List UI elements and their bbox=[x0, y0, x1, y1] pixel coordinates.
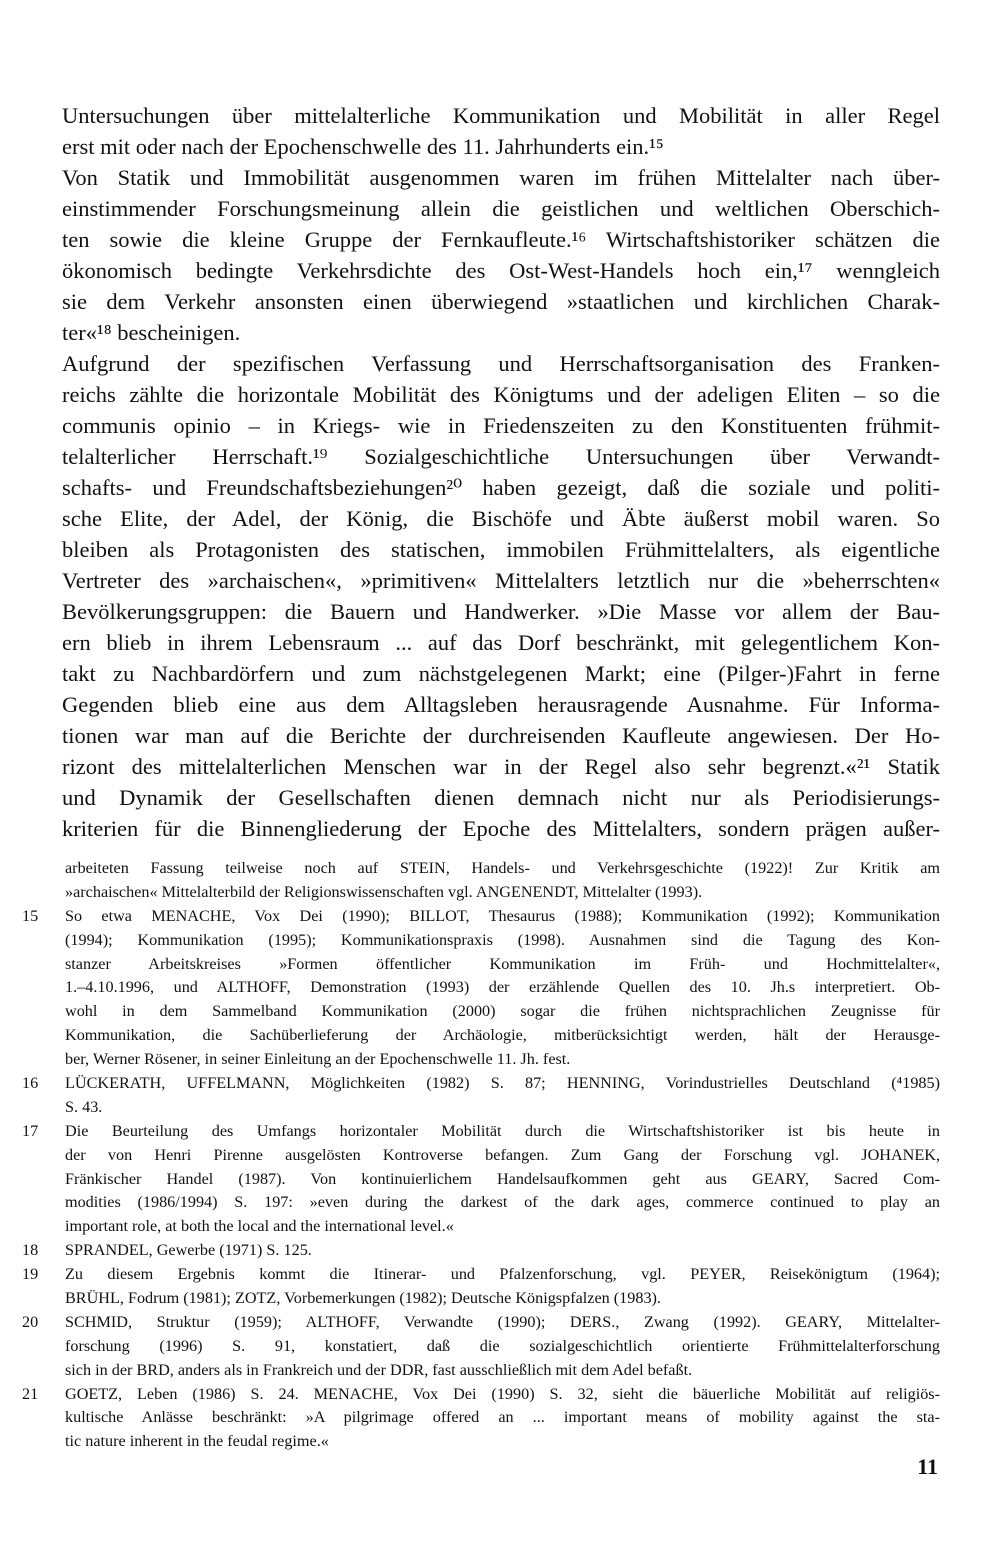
footnote-number bbox=[22, 1406, 65, 1430]
footnote-text: wohl in dem Sammelband Kommunikation (2000) sogar die frühen nichtsprachlichen Zeugnisse für bbox=[65, 1002, 940, 1021]
footnote-line bbox=[22, 1120, 940, 1144]
footnote-number bbox=[22, 1024, 65, 1048]
footnote-line bbox=[22, 1144, 940, 1168]
footnote-number bbox=[22, 1287, 65, 1311]
footnote-line bbox=[22, 881, 940, 905]
footnote-line bbox=[22, 1000, 940, 1024]
body-line: ter«¹⁸ bescheinigen. bbox=[62, 320, 241, 345]
footnote-text: SCHMID, Struktur (1959); ALTHOFF, Verwandte (1990); DERS., Zwang (1992). GEARY, Mittelalter- bbox=[65, 1312, 940, 1331]
footnote-line bbox=[22, 1430, 940, 1454]
footnote-number bbox=[22, 1144, 65, 1168]
body-line: Untersuchungen über mittelalterliche Kommunikation und Mobilität in aller Regel bbox=[62, 103, 940, 128]
footnote-number bbox=[22, 1048, 65, 1072]
footnote-text: So etwa MENACHE, Vox Dei (1990); BILLOT, Thesaurus (1988); Kommunikation (1992); Kommunikation bbox=[65, 906, 940, 925]
footnote-line bbox=[22, 1024, 940, 1048]
footnote-number bbox=[22, 1168, 65, 1192]
footnote-text: Die Beurteilung des Umfangs horizontaler Mobilität durch die Wirtschaftshistoriker ist bis heute in bbox=[65, 1121, 940, 1140]
body-line: schafts- und Freundschaftsbeziehungen²⁰ haben gezeigt, daß die soziale und politi- bbox=[62, 475, 940, 500]
footnote-number: 19 bbox=[22, 1265, 39, 1284]
footnote-text: Fränkischer Handel (1987). Von kontinuierlichem Handelsaufkommen geht aus GEARY, Sacred Com- bbox=[65, 1169, 940, 1188]
body-line: telalterlicher Herrschaft.¹⁹ Sozialgeschichtliche Untersuchungen über Verwandt- bbox=[62, 444, 940, 469]
footnote-line bbox=[22, 857, 940, 881]
footnote-line bbox=[22, 1215, 940, 1239]
body-line: bleiben als Protagonisten des statischen, immobilen Frühmittelalters, als eigentliche bbox=[62, 537, 940, 562]
footnote-line bbox=[22, 1048, 940, 1072]
footnote-line bbox=[22, 905, 940, 929]
footnote-text: important role, at both the local and the international level.« bbox=[65, 1217, 454, 1236]
footnote-line bbox=[22, 1359, 940, 1383]
footnote-number bbox=[22, 857, 65, 881]
body-line: reichs zählte die horizontale Mobilität des Königtums und der adeligen Eliten – so die bbox=[62, 382, 940, 407]
footnote-number bbox=[22, 881, 65, 905]
main-text bbox=[62, 100, 940, 844]
footnotes bbox=[22, 857, 940, 1454]
footnote-text: modities (1986/1994) S. 197: »even during the darkest of the dark ages, commerce continued to play an bbox=[65, 1193, 940, 1212]
footnote-number bbox=[22, 1000, 65, 1024]
footnote-text: forschung (1996) S. 91, konstatiert, daß die sozialgeschichtlich orientierte Frühmittelalterforschung bbox=[65, 1336, 940, 1355]
footnote-line bbox=[22, 1287, 940, 1311]
footnote-line bbox=[22, 1263, 940, 1287]
body-line: erst mit oder nach der Epochenschwelle des 11. Jahrhunderts ein.¹⁵ bbox=[62, 134, 664, 159]
footnote-line bbox=[22, 929, 940, 953]
footnote-number bbox=[22, 1096, 65, 1120]
body-line: einstimmender Forschungsmeinung allein die geistlichen und weltlichen Oberschich- bbox=[62, 196, 940, 221]
footnote-number bbox=[22, 1359, 65, 1383]
footnote-number: 16 bbox=[22, 1074, 39, 1093]
footnote-line bbox=[22, 1311, 940, 1335]
footnote-text: »archaischen« Mittelalterbild der Religionswissenschaften vgl. ANGENENDT, Mittelalter (1993). bbox=[65, 882, 703, 901]
footnote-text: sich in der BRD, anders als in Frankreich und der DDR, fast ausschließlich mit dem Adel befaßt. bbox=[65, 1360, 693, 1379]
footnote-text: arbeiteten Fassung teilweise noch auf STEIN, Handels- und Verkehrsgeschichte (1922)! Zur Kritik am bbox=[65, 859, 940, 877]
footnote-line bbox=[22, 953, 940, 977]
body-line: tionen war man auf die Berichte der durchreisenden Kaufleute angewiesen. Der Ho- bbox=[62, 723, 940, 748]
body-line: Bevölkerungsgruppen: die Bauern und Handwerker. »Die Masse vor allem der Bau- bbox=[62, 599, 940, 624]
footnote-number bbox=[22, 976, 65, 1000]
footnote-text: GOETZ, Leben (1986) S. 24. MENACHE, Vox Dei (1990) S. 32, sieht die bäuerliche Mobilität auf religiös- bbox=[65, 1384, 940, 1403]
footnote-text: LÜCKERATH, UFFELMANN, Möglichkeiten (1982) S. 87; HENNING, Vorindustrielles Deutschland (⁴1985) bbox=[65, 1074, 940, 1093]
footnote-line bbox=[22, 1072, 940, 1096]
footnote-line bbox=[22, 1383, 940, 1407]
footnote-number: 17 bbox=[22, 1121, 39, 1140]
body-line: Von Statik und Immobilität ausgenommen waren im frühen Mittelalter nach über- bbox=[62, 165, 940, 190]
footnote-number: 18 bbox=[22, 1241, 39, 1260]
footnote-text: 1.–4.10.1996, und ALTHOFF, Demonstration (1993) der erzählende Quellen des 10. Jh.s interpretiert. Ob- bbox=[65, 978, 940, 997]
footnote-line bbox=[22, 1096, 940, 1120]
footnote-line bbox=[22, 1191, 940, 1215]
footnote-number bbox=[22, 1191, 65, 1215]
footnote-text: der von Henri Pirenne ausgelösten Kontroverse befangen. Zum Gang der Forschung vgl. JOHANEK, bbox=[65, 1145, 940, 1164]
body-line: Aufgrund der spezifischen Verfassung und Herrschaftsorganisation des Franken- bbox=[62, 351, 940, 376]
footnote-number bbox=[22, 953, 65, 977]
footnote-line bbox=[22, 1239, 940, 1263]
footnote-text: S. 43. bbox=[65, 1097, 103, 1116]
body-line: communis opinio – in Kriegs- wie in Friedenszeiten zu den Konstituenten frühmit- bbox=[62, 413, 940, 438]
footnote-number: 15 bbox=[22, 906, 39, 925]
body-line: rizont des mittelalterlichen Menschen war in der Regel also sehr begrenzt.«²¹ Statik bbox=[62, 754, 940, 779]
footnote-text: kultische Anlässe beschränkt: »A pilgrimage offered an ... important means of mobility against the sta- bbox=[65, 1408, 940, 1427]
footnote-text: (1994); Kommunikation (1995); Kommunikationspraxis (1998). Ausnahmen sind die Tagung des Kon- bbox=[65, 930, 940, 949]
footnote-line bbox=[22, 976, 940, 1000]
body-line: ern blieb in ihrem Lebensraum ... auf das Dorf beschränkt, mit gelegentlichem Kon- bbox=[62, 630, 940, 655]
footnote-line bbox=[22, 1406, 940, 1430]
body-line: sche Elite, der Adel, der König, die Bischöfe und Äbte äußerst mobil waren. So bbox=[62, 506, 940, 531]
footnote-line bbox=[22, 1168, 940, 1192]
body-line: ten sowie die kleine Gruppe der Fernkaufleute.¹⁶ Wirtschaftshistoriker schätzen die bbox=[62, 227, 940, 252]
footnote-text: ber, Werner Rösener, in seiner Einleitung an der Epochenschwelle 11. Jh. fest. bbox=[65, 1050, 571, 1069]
footnote-text: Zu diesem Ergebnis kommt die Itinerar- und Pfalzenforschung, vgl. PEYER, Reisekönigtum (1964); bbox=[65, 1265, 940, 1284]
body-line: Vertreter des »archaischen«, »primitiven« Mittelalters letztlich nur die »beherrschten« bbox=[62, 568, 940, 593]
footnote-number bbox=[22, 1215, 65, 1239]
page-number: 11 bbox=[917, 1454, 938, 1479]
footnote-number bbox=[22, 929, 65, 953]
footnote-text: tic nature inherent in the feudal regime.« bbox=[65, 1432, 329, 1451]
body-line: ökonomisch bedingte Verkehrsdichte des Ost-West-Handels hoch ein,¹⁷ wenngleich bbox=[62, 258, 940, 283]
body-line: Gegenden blieb eine aus dem Alltagsleben herausragende Ausnahme. Für Informa- bbox=[62, 692, 940, 717]
footnote-number bbox=[22, 1335, 65, 1359]
footnote-text: stanzer Arbeitskreises »Formen öffentlicher Kommunikation im Früh- und Hochmittelalter«, bbox=[65, 954, 940, 973]
footnote-text: Kommunikation, die Sachüberlieferung der Archäologie, mitberücksichtigt werden, hält der Herausge- bbox=[65, 1026, 940, 1045]
footnote-number: 21 bbox=[22, 1384, 39, 1403]
body-line: takt zu Nachbardörfern und zum nächstgelegenen Markt; eine (Pilger-)Fahrt in ferne bbox=[62, 661, 940, 686]
body-line: kriterien für die Binnengliederung der Epoche des Mittelalters, sondern prägen außer- bbox=[62, 816, 940, 841]
footnote-line bbox=[22, 1335, 940, 1359]
footnote-number bbox=[22, 1430, 65, 1454]
body-line: und Dynamik der Gesellschaften dienen demnach nicht nur als Periodisierungs- bbox=[62, 785, 940, 810]
footnote-text: SPRANDEL, Gewerbe (1971) S. 125. bbox=[65, 1241, 312, 1260]
footnote-number: 20 bbox=[22, 1312, 39, 1331]
body-line: sie dem Verkehr ansonsten einen überwiegend »staatlichen und kirchlichen Charak- bbox=[62, 289, 940, 314]
footnote-text: BRÜHL, Fodrum (1981); ZOTZ, Vorbemerkungen (1982); Deutsche Königspfalzen (1983). bbox=[65, 1289, 661, 1308]
